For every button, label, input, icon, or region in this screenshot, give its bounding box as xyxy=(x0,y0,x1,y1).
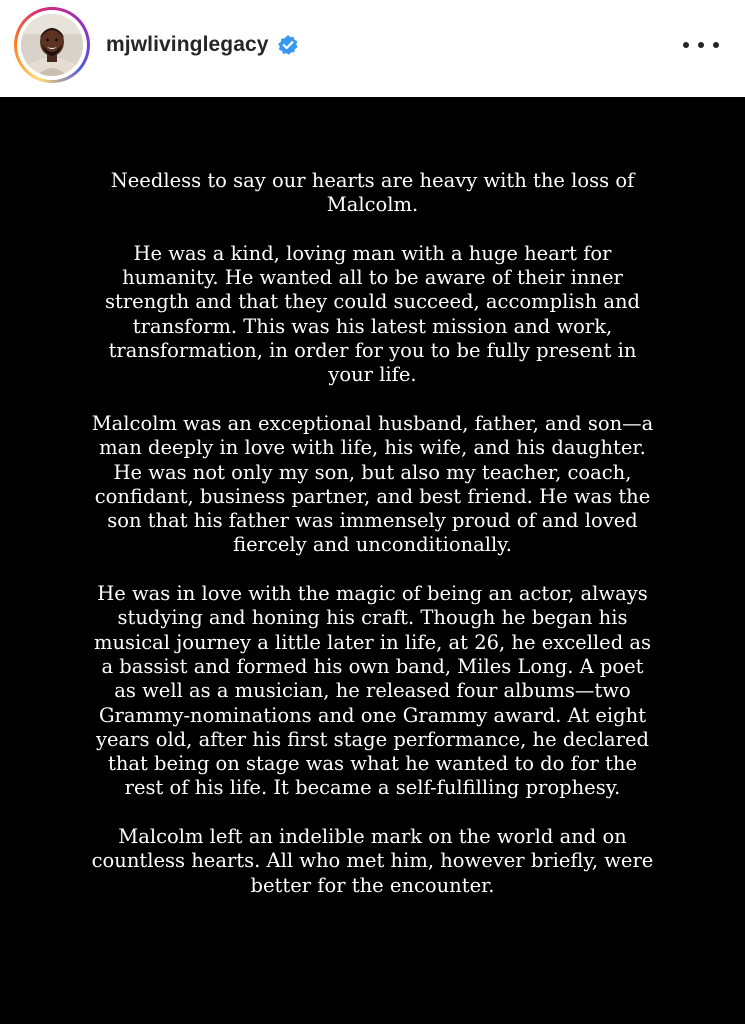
profile-photo xyxy=(21,14,83,76)
post-caption-text xyxy=(90,169,655,922)
paragraph-1: Needless to say our hearts are heavy with the loss of Malcolm. xyxy=(110,169,635,217)
username[interactable]: mjwlivinglegacy xyxy=(106,33,269,56)
more-options-icon[interactable] xyxy=(683,30,719,60)
story-ring[interactable] xyxy=(14,7,90,83)
more-dot xyxy=(683,42,689,48)
username-row xyxy=(106,31,299,59)
post-image[interactable] xyxy=(0,97,745,1024)
more-dot xyxy=(713,42,719,48)
paragraph-3: Malcolm was an exceptional husband, father, and son—a man deeply in love with life, his wife, and his daughter. He was not only my son, but also my teacher, coach, confidant, business partner, and best friend. He was the son that his father was immensely proud of and loved fiercely and unconditionally. xyxy=(91,411,654,557)
more-dot xyxy=(698,42,704,48)
post-header xyxy=(0,0,745,97)
avatar[interactable] xyxy=(21,14,83,76)
paragraph-5: Malcolm left an indelible mark on the world and on countless hearts. All who met him, however briefly, were better for the encounter. xyxy=(91,825,654,897)
avatar-border xyxy=(17,10,87,80)
paragraph-2: He was a kind, loving man with a huge heart for humanity. He wanted all to be aware of their inner strength and that they could succeed, accomplish and transform. This was his latest mission and work, transformation, in order for you to be fully present in your life. xyxy=(104,241,640,387)
paragraph-4: He was in love with the magic of being an actor, always studying and honing his craft. Though he began his musical journey a little later in life, at 26, he excelled as a bassist and formed his own band, Miles Long. A poet as well as a musician, he released four albums—two Grammy-nominations and one Grammy award. At eight years old, after his first stage performance, he declared that being on stage was what he wanted to do for the rest of his life. It became a self-fulfilling prophesy. xyxy=(93,582,652,800)
verified-badge-icon xyxy=(277,34,299,56)
